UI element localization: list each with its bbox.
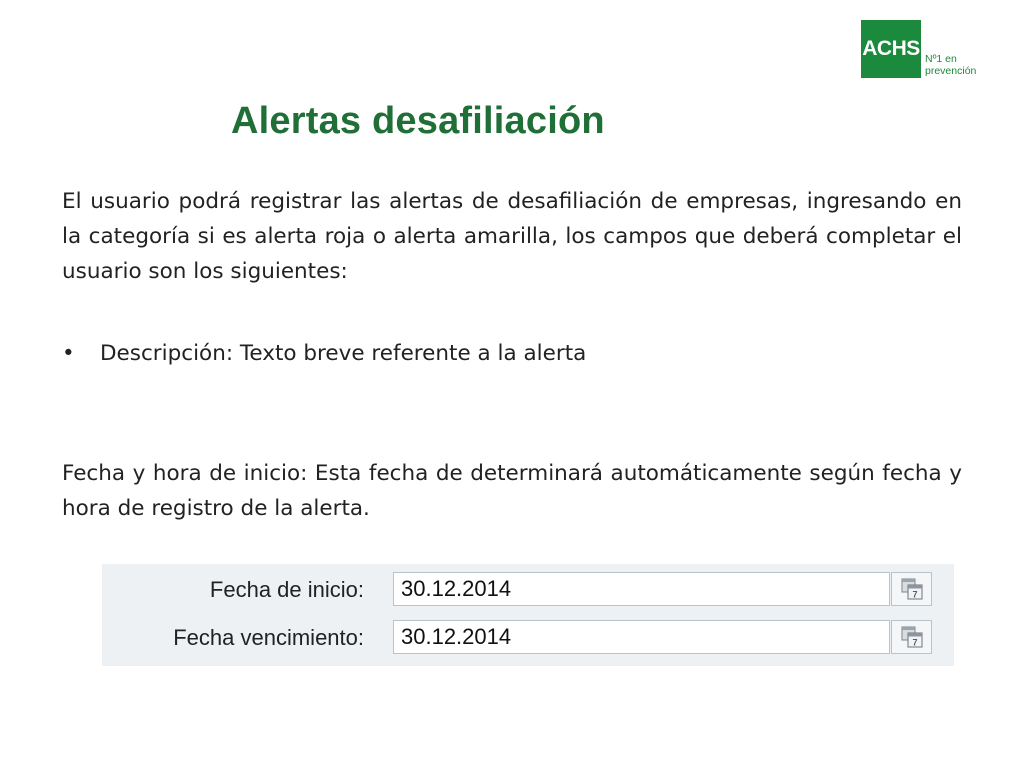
calendar-icon — [900, 625, 924, 649]
intro-paragraph: El usuario podrá registrar las alertas de desafiliación de empresas, ingresando en la categoría si es alerta roja o alerta amarilla, los campos que deberá completar el usuario son los siguientes: — [62, 189, 962, 284]
date-form-panel — [102, 564, 954, 666]
slide-title: Alertas desafiliación — [231, 100, 605, 142]
due-date-label: Fecha vencimiento: — [173, 625, 364, 650]
logo-tagline-line2: prevención — [925, 65, 977, 77]
start-date-input[interactable] — [393, 572, 890, 606]
bullet-text: Descripción: Texto breve referente a la alerta — [100, 341, 587, 366]
svg-text:7: 7 — [911, 637, 918, 648]
bullet-item — [62, 336, 586, 371]
start-date-row — [102, 570, 954, 610]
svg-text:7: 7 — [911, 589, 918, 600]
logo-brand: ACHS — [862, 37, 920, 60]
start-date-paragraph: Fecha y hora de inicio: Esta fecha de determinará automáticamente según fecha y hora de registro de la alerta. — [62, 461, 962, 521]
start-date-label: Fecha de inicio: — [209, 577, 364, 602]
logo-tagline — [925, 53, 976, 77]
due-date-input[interactable] — [393, 620, 890, 654]
bullet-icon: • — [62, 341, 75, 366]
logo-mark — [861, 20, 921, 78]
calendar-icon — [900, 577, 924, 601]
start-date-calendar-button[interactable] — [891, 572, 932, 606]
due-date-row — [102, 618, 954, 658]
due-date-calendar-button[interactable] — [891, 620, 932, 654]
achs-logo — [861, 20, 981, 80]
logo-tagline-line1: Nº1 en — [925, 53, 957, 65]
